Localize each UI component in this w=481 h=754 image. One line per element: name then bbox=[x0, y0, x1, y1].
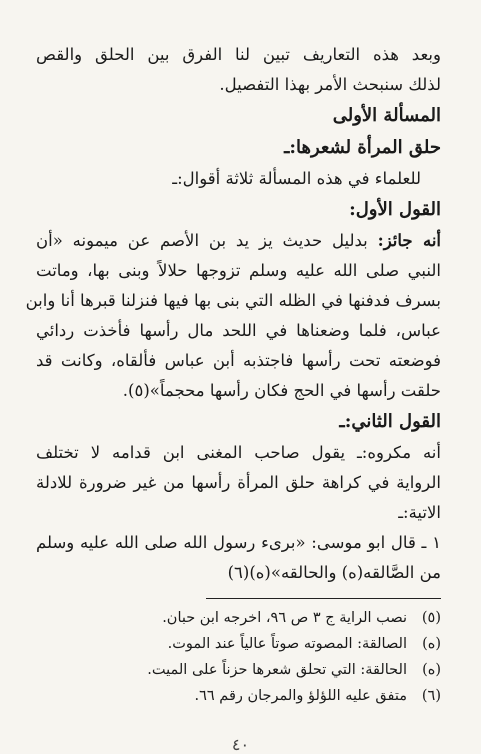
first-opinion-lead-rest: بدليل حديث يز يد بن الأصم عن ميمونه «أن bbox=[36, 231, 378, 250]
second-opinion-item-line-1: ١ ـ قال ابو موسى: «برىء رسول الله صلى الله عليه وسلم bbox=[36, 533, 441, 552]
footnote bbox=[36, 605, 441, 631]
footnote-text: الحالقة: التي تحلق شعرها حزناً على الميت. bbox=[147, 662, 407, 678]
footnote-separator bbox=[206, 598, 441, 599]
footnote bbox=[36, 657, 441, 683]
intro-line: للعلماء في هذه المسألة ثلاثة أقوال:ـ bbox=[172, 169, 421, 188]
page-number: ٤٠ bbox=[231, 735, 250, 754]
body-line-1: وبعد هذه التعاريف تبين لنا الفرق بين الحلق والقص bbox=[36, 45, 441, 64]
second-opinion-line-2: الرواية في كراهة حلق المرأة رأسها من غير ضرورة للادلة bbox=[36, 473, 441, 492]
footnote-text: الصالقة: المصوته صوتاً عالياً عند الموت. bbox=[167, 636, 407, 652]
footnote-separator-wrap bbox=[36, 598, 441, 599]
section-title: المسألة الأولى bbox=[332, 105, 441, 126]
first-opinion-line-2: بسرف فدفنها في الظله التي بنى بها فيها فنزلنا قبرها أنا وابن bbox=[25, 291, 441, 310]
footnote-number: (ه) bbox=[422, 636, 441, 652]
first-opinion-line-3: عباس، فلما وضعناها في اللحد مال رأسها فأخذت ردائي bbox=[36, 321, 441, 340]
first-opinion-line-4: فوضعته تحت رأسها فاجتذبه أبن عباس فألقاه، وكانت قد bbox=[36, 351, 441, 370]
second-opinion-line-3: الاتية:ـ bbox=[398, 503, 441, 522]
footnote-number: (٦) bbox=[421, 688, 441, 704]
second-opinion-heading: القول الثاني:ـ bbox=[339, 411, 441, 432]
second-opinion-item-line-2: من الصَّالقه(ه) والحالقه»(ه)(٦) bbox=[227, 563, 441, 582]
first-opinion-lead-bold: أنه جائز: bbox=[377, 231, 441, 250]
footnote bbox=[36, 683, 441, 709]
footnote bbox=[36, 631, 441, 657]
first-opinion-heading: القول الأول: bbox=[349, 199, 441, 220]
footnote-number: (٥) bbox=[421, 610, 441, 626]
second-opinion-line-1: أنه مكروه:ـ يقول صاحب المغنى ابن قدامه لا تختلف bbox=[36, 443, 441, 462]
footnote-number: (ه) bbox=[422, 662, 441, 678]
first-opinion-lead bbox=[36, 226, 441, 256]
footnote-text: نصب الراية ج ٣ ص ٩٦، اخرجه ابن حبان. bbox=[162, 610, 407, 626]
footnotes bbox=[36, 605, 441, 709]
first-opinion-line-5: حلقت رأسها في الحج فكان رأسها محجماً»(٥). bbox=[122, 381, 441, 400]
body-line-2: لذلك سنبحث الأمر بهذا التفصيل. bbox=[219, 75, 441, 94]
first-opinion-line-1: النبي صلى الله عليه وسلم تزوجها حلالاً وبنى بها، وماتت bbox=[36, 261, 441, 280]
subsection-title: حلق المرأة لشعرها:ـ bbox=[284, 137, 441, 158]
footnote-text: متفق عليه اللؤلؤ والمرجان رقم ٦٦. bbox=[194, 688, 407, 704]
